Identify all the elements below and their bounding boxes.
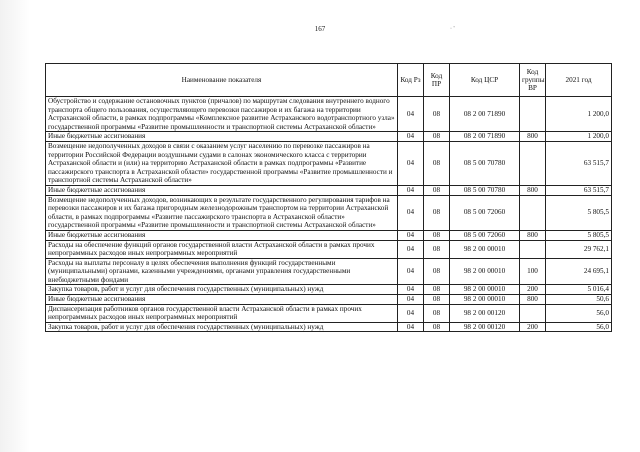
cell-pr: 08 (424, 195, 450, 230)
cell-pr: 08 (424, 97, 450, 132)
cell-pr: 08 (424, 285, 450, 295)
cell-vr (520, 195, 546, 230)
cell-name: Возмещение недополученных доходов в связи с оказанием услуг населению по перевозке пассажиров на территории Российской Федерации воздушными судами в салонах экономического класса с территории Астраханской области и (или) на территорию Астраханской области в рамках подпрограммы «Развитие пассажирского транспорта в Астраханской области» государственной программы «Развитие промышленности и транспортной системы Астраханской области» (46, 141, 398, 185)
cell-name: Возмещение недополученных доходов, возникающих в результате государственного регулирования тарифов на перевозки пассажиров и их багажа пригородным железнодорожным транспортом на территории Астраханской области, в рамках подпрограммы «Развитие пассажирского транспорта в Астраханской области» государственной программы «Развитие промышленности и транспортной системы Астраханской области» (46, 195, 398, 230)
cell-rz: 04 (398, 185, 424, 195)
cell-vr: 800 (520, 132, 546, 142)
table-row (46, 258, 612, 285)
cell-name: Закупка товаров, работ и услуг для обеспечения государственных (муниципальных) нужд (46, 322, 398, 332)
cell-value: 24 695,1 (546, 258, 612, 285)
cell-name: Иные бюджетные ассигнования (46, 185, 398, 195)
cell-vr (520, 141, 546, 185)
page-edge-shadow (0, 0, 30, 452)
cell-pr: 08 (424, 258, 450, 285)
cell-name: Закупка товаров, работ и услуг для обеспечения государственных (муниципальных) нужд (46, 285, 398, 295)
cell-value: 5 805,5 (546, 230, 612, 240)
cell-csr: 08 5 00 72060 (450, 195, 520, 230)
cell-pr: 08 (424, 132, 450, 142)
cell-csr: 08 2 00 71890 (450, 97, 520, 132)
table-row (46, 195, 612, 230)
cell-name: Обустройство и содержание остановочных пунктов (причалов) по маршрутам следования внутреннего водного транспорта общего пользования, осуществляющего перевозки пассажиров и их багажа на территории Астраханской области, в рамках подпрограммы «Комплексное развитие Астраханского водотранспортного узла» государственной программы «Развитие промышленности и транспортной системы Астраханской области» (46, 97, 398, 132)
cell-csr: 08 5 00 72060 (450, 230, 520, 240)
cell-value: 56,0 (546, 304, 612, 322)
table-row (46, 132, 612, 142)
budget-table (45, 63, 612, 332)
cell-csr: 98 2 00 00010 (450, 285, 520, 295)
cell-rz: 04 (398, 304, 424, 322)
cell-rz: 04 (398, 322, 424, 332)
cell-rz: 04 (398, 132, 424, 142)
cell-vr: 800 (520, 295, 546, 305)
cell-vr (520, 304, 546, 322)
cell-pr: 08 (424, 322, 450, 332)
cell-vr: 100 (520, 258, 546, 285)
cell-vr: 200 (520, 285, 546, 295)
cell-rz: 04 (398, 97, 424, 132)
cell-vr: 800 (520, 185, 546, 195)
cell-pr: 08 (424, 230, 450, 240)
header-csr: Код ЦСР (450, 64, 520, 97)
cell-csr: 98 2 00 00010 (450, 295, 520, 305)
cell-csr: 98 2 00 00120 (450, 322, 520, 332)
cell-name: Иные бюджетные ассигнования (46, 230, 398, 240)
cell-csr: 98 2 00 00010 (450, 240, 520, 258)
cell-vr: 200 (520, 322, 546, 332)
cell-value: 63 515,7 (546, 185, 612, 195)
cell-value: 1 200,0 (546, 97, 612, 132)
page-number: 167 (314, 25, 326, 33)
cell-csr: 08 2 00 71890 (450, 132, 520, 142)
cell-rz: 04 (398, 240, 424, 258)
cell-rz: 04 (398, 295, 424, 305)
cell-value: 1 200,0 (546, 132, 612, 142)
cell-value: 56,0 (546, 322, 612, 332)
cell-pr: 08 (424, 240, 450, 258)
table-row (46, 141, 612, 185)
cell-csr: 08 5 00 70780 (450, 185, 520, 195)
cell-rz: 04 (398, 141, 424, 185)
cell-value: 5 805,5 (546, 195, 612, 230)
table-body (46, 97, 612, 332)
table-row (46, 304, 612, 322)
table-row (46, 185, 612, 195)
table-row (46, 285, 612, 295)
cell-pr: 08 (424, 295, 450, 305)
table-header-row (46, 64, 612, 97)
cell-value: 29 762,1 (546, 240, 612, 258)
cell-rz: 04 (398, 285, 424, 295)
header-vr: Код группы ВР (520, 64, 546, 97)
cell-value: 5 016,4 (546, 285, 612, 295)
cell-vr: 800 (520, 230, 546, 240)
cell-csr: 98 2 00 00010 (450, 258, 520, 285)
cell-name: Диспансеризация работников органов государственной власти Астраханской области в рамках прочих непрограммных расходов иных непрограммных мероприятий (46, 304, 398, 322)
table-row (46, 97, 612, 132)
page-mark: · ' (450, 26, 455, 32)
cell-csr: 98 2 00 00120 (450, 304, 520, 322)
header-rz: Код Рз (398, 64, 424, 97)
table-row (46, 230, 612, 240)
cell-name: Иные бюджетные ассигнования (46, 295, 398, 305)
cell-pr: 08 (424, 141, 450, 185)
cell-rz: 04 (398, 230, 424, 240)
cell-pr: 08 (424, 304, 450, 322)
cell-value: 50,6 (546, 295, 612, 305)
cell-csr: 08 5 00 70780 (450, 141, 520, 185)
cell-vr (520, 97, 546, 132)
table-row (46, 295, 612, 305)
header-pr: Код ПР (424, 64, 450, 97)
cell-name: Иные бюджетные ассигнования (46, 132, 398, 142)
cell-name: Расходы на обеспечение функций органов государственной власти Астраханской области в рамках прочих непрограммных расходов иных непрограммных мероприятий (46, 240, 398, 258)
cell-vr (520, 240, 546, 258)
cell-name: Расходы на выплаты персоналу в целях обеспечения выполнения функций государственными (муниципальными) органами, казенными учреждениями, органами управления государственными внебюджетными фондами (46, 258, 398, 285)
table-row (46, 322, 612, 332)
cell-rz: 04 (398, 258, 424, 285)
cell-rz: 04 (398, 195, 424, 230)
header-name: Наименование показателя (46, 64, 398, 97)
cell-pr: 08 (424, 185, 450, 195)
cell-value: 63 515,7 (546, 141, 612, 185)
table-row (46, 240, 612, 258)
header-year: 2021 год (546, 64, 612, 97)
